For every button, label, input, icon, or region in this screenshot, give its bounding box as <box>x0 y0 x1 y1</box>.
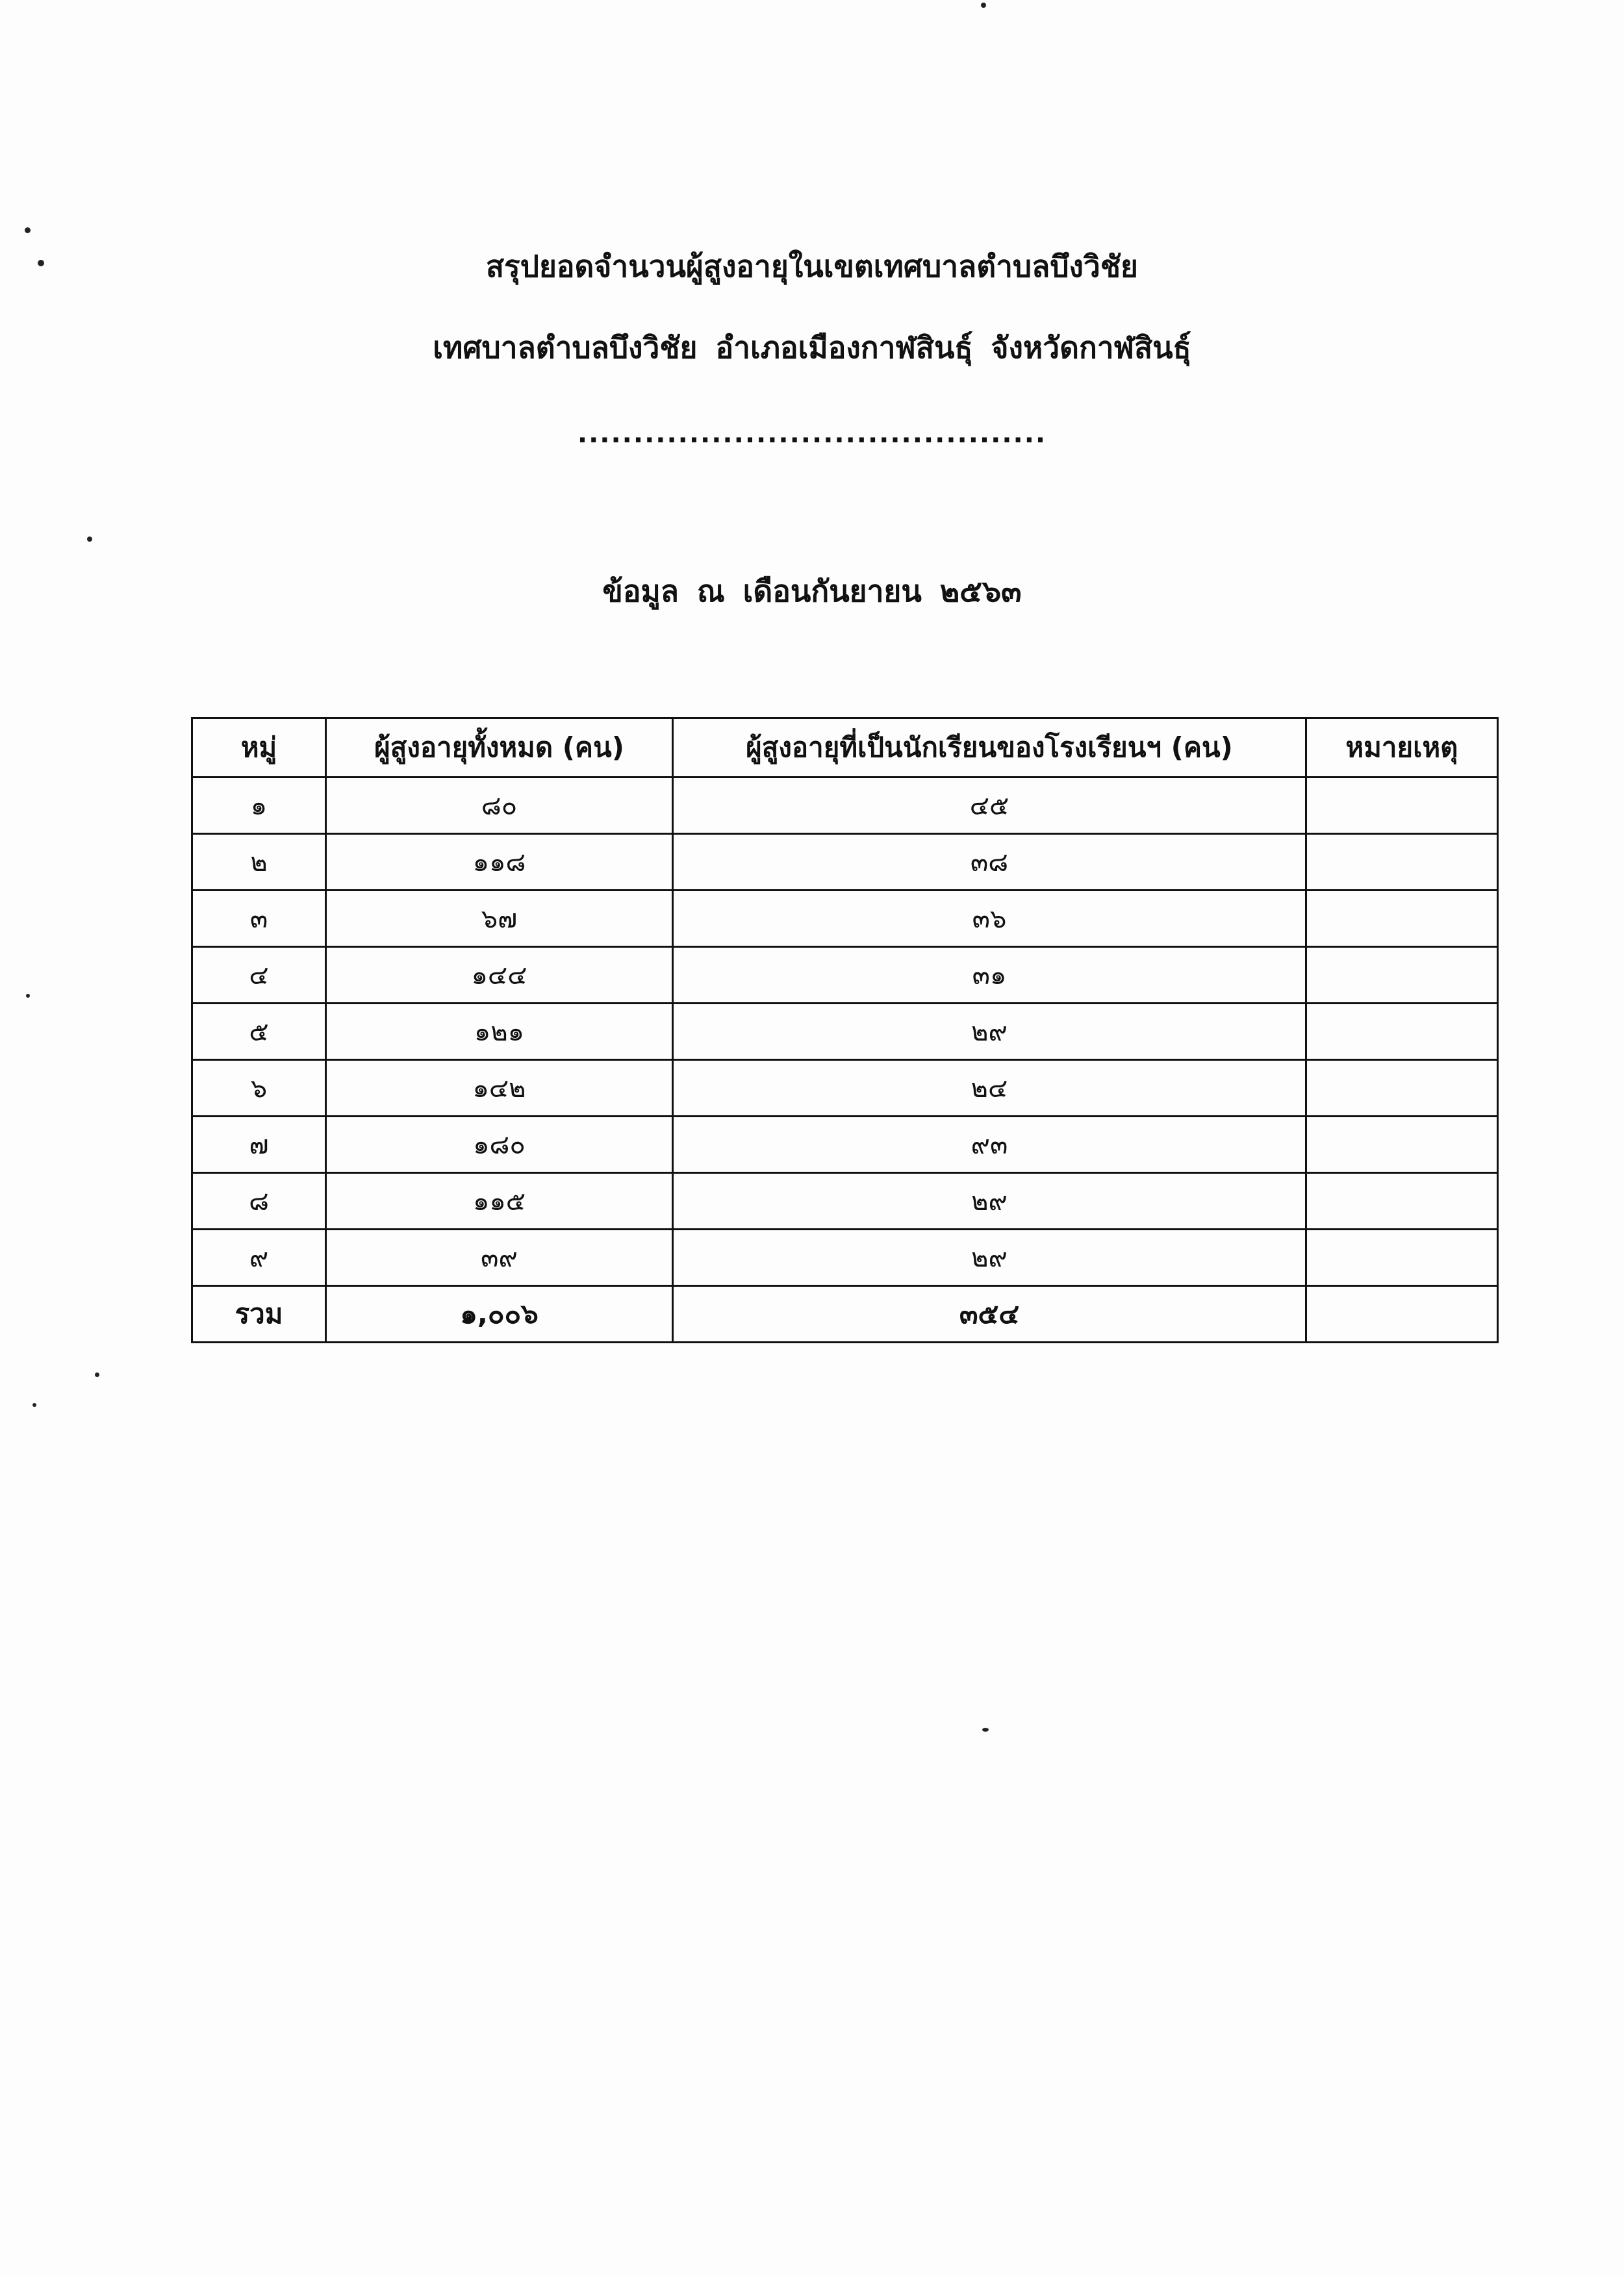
cell-total: ๑๔๒ <box>326 1060 673 1117</box>
table-row <box>192 891 1498 947</box>
as-of-at: ณ <box>696 574 725 609</box>
cell-note <box>1306 947 1498 1004</box>
table-row <box>192 1230 1498 1286</box>
data-as-of <box>0 572 1624 611</box>
cell-total: ๖๗ <box>326 891 673 947</box>
cell-village: ๘ <box>192 1173 326 1230</box>
cell-total: ๑๑๕ <box>326 1173 673 1230</box>
elderly-summary-table <box>191 717 1499 1343</box>
cell-total: ๘๐ <box>326 778 673 834</box>
as-of-month: เดือนกันยายน <box>742 574 922 609</box>
header-village: หมู่ <box>192 718 326 778</box>
header-total-elderly: ผู้สูงอายุทั้งหมด (คน) <box>326 718 673 778</box>
cell-note <box>1306 1117 1498 1173</box>
cell-note <box>1306 1173 1498 1230</box>
scan-speck <box>25 227 31 233</box>
cell-note <box>1306 834 1498 891</box>
total-note <box>1306 1286 1498 1343</box>
scan-speck <box>87 537 92 542</box>
cell-students: ๒๙ <box>673 1173 1306 1230</box>
scan-speck <box>26 994 30 998</box>
office-name: เทศบาลตำบลบึงวิชัย <box>433 330 698 365</box>
cell-total: ๑๘๐ <box>326 1117 673 1173</box>
table-row <box>192 1060 1498 1117</box>
cell-village: ๗ <box>192 1117 326 1173</box>
cell-note <box>1306 1060 1498 1117</box>
cell-total: ๑๑๘ <box>326 834 673 891</box>
as-of-label: ข้อมูล <box>602 574 679 609</box>
total-elderly-sum: ๑,๐๐๖ <box>326 1286 673 1343</box>
cell-note <box>1306 1004 1498 1060</box>
scan-speck <box>982 1728 989 1732</box>
cell-students: ๒๔ <box>673 1060 1306 1117</box>
table-row <box>192 834 1498 891</box>
as-of-year: ๒๕๖๓ <box>939 574 1022 609</box>
district-name: อำเภอเมืองกาฬสินธุ์ <box>715 330 973 365</box>
cell-students: ๓๘ <box>673 834 1306 891</box>
scan-speck <box>981 3 986 8</box>
document-title: สรุปยอดจำนวนผู้สูงอายุในเขตเทศบาลตำบลบึงวิชัย <box>485 249 1138 284</box>
cell-village: ๖ <box>192 1060 326 1117</box>
header-elderly-students: ผู้สูงอายุที่เป็นนักเรียนของโรงเรียนฯ (คน) <box>673 718 1306 778</box>
cell-village: ๒ <box>192 834 326 891</box>
table-total-row <box>192 1286 1498 1343</box>
cell-students: ๒๙ <box>673 1230 1306 1286</box>
cell-village: ๑ <box>192 778 326 834</box>
cell-note <box>1306 891 1498 947</box>
cell-total: ๑๒๑ <box>326 1004 673 1060</box>
cell-note <box>1306 1230 1498 1286</box>
table-row <box>192 778 1498 834</box>
province-name: จังหวัดกาฬสินธุ์ <box>991 330 1191 365</box>
document-subtitle <box>0 328 1624 367</box>
dotted-separator: .......................................... <box>577 419 1047 449</box>
cell-total: ๓๙ <box>326 1230 673 1286</box>
cell-village: ๓ <box>192 891 326 947</box>
table-header-row <box>192 718 1498 778</box>
total-label: รวม <box>192 1286 326 1343</box>
table-row <box>192 947 1498 1004</box>
scan-speck <box>95 1372 99 1377</box>
header-note: หมายเหตุ <box>1306 718 1498 778</box>
scan-speck <box>32 1403 36 1407</box>
scan-speck <box>38 260 44 266</box>
cell-students: ๓๑ <box>673 947 1306 1004</box>
total-students-sum: ๓๕๔ <box>673 1286 1306 1343</box>
cell-village: ๕ <box>192 1004 326 1060</box>
cell-students: ๙๓ <box>673 1117 1306 1173</box>
cell-village: ๔ <box>192 947 326 1004</box>
cell-students: ๔๕ <box>673 778 1306 834</box>
cell-students: ๓๖ <box>673 891 1306 947</box>
cell-village: ๙ <box>192 1230 326 1286</box>
cell-note <box>1306 778 1498 834</box>
cell-total: ๑๔๔ <box>326 947 673 1004</box>
table-row <box>192 1117 1498 1173</box>
table-row <box>192 1004 1498 1060</box>
cell-students: ๒๙ <box>673 1004 1306 1060</box>
table-row <box>192 1173 1498 1230</box>
